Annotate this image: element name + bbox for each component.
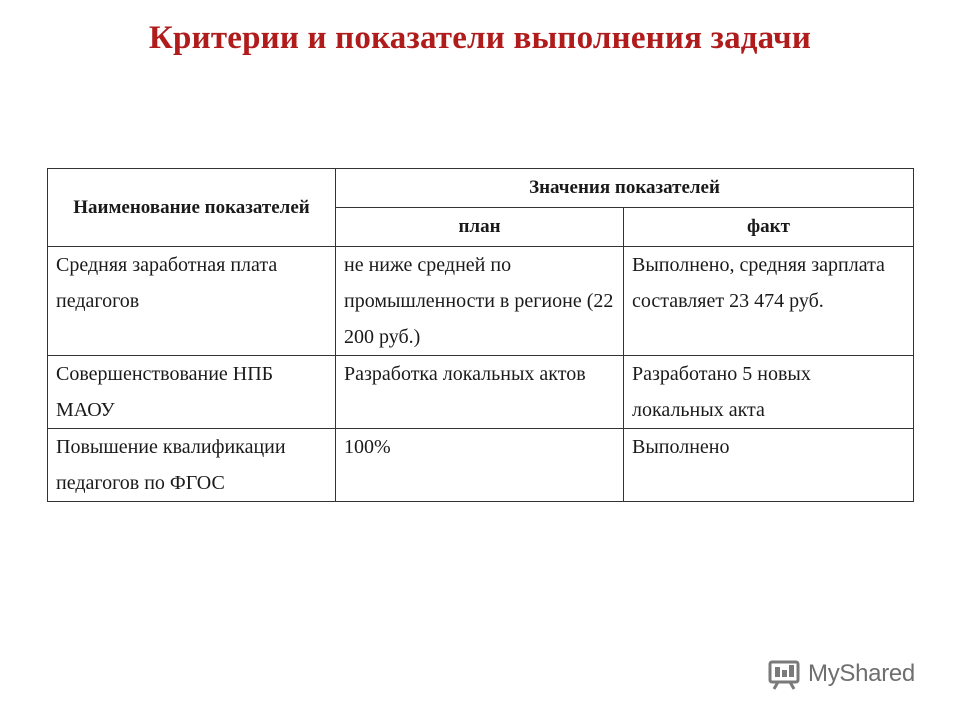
row-name-cell: Средняя заработная плата педагогов <box>48 247 336 356</box>
table-header-row <box>48 169 914 208</box>
header-name-cell: Наименование показателей <box>48 169 336 247</box>
row-fact-cell: Разработано 5 новых локальных акта <box>624 356 914 429</box>
watermark-logo <box>768 657 915 691</box>
row-fact-cell: Выполнено, средняя зарплата составляет 23 474 руб. <box>624 247 914 356</box>
row-plan-cell: не ниже средней по промышленности в регионе (22 200 руб.) <box>336 247 624 356</box>
row-plan-cell: Разработка локальных актов <box>336 356 624 429</box>
presentation-board-icon <box>768 658 802 690</box>
page-title: Критерии и показатели выполнения задачи <box>148 20 812 56</box>
table-row <box>48 356 914 429</box>
row-name-cell: Повышение квалификации педагогов по ФГОС <box>48 429 336 502</box>
header-fact-cell: факт <box>624 208 914 247</box>
table-row <box>48 429 914 502</box>
header-plan-cell: план <box>336 208 624 247</box>
row-fact-cell: Выполнено <box>624 429 914 502</box>
row-plan-cell: 100% <box>336 429 624 502</box>
watermark-text: MyShared <box>808 660 915 687</box>
table-row <box>48 247 914 356</box>
row-name-cell: Совершенствование НПБ МАОУ <box>48 356 336 429</box>
header-values-cell: Значения показателей <box>336 169 914 208</box>
criteria-table <box>47 168 914 502</box>
